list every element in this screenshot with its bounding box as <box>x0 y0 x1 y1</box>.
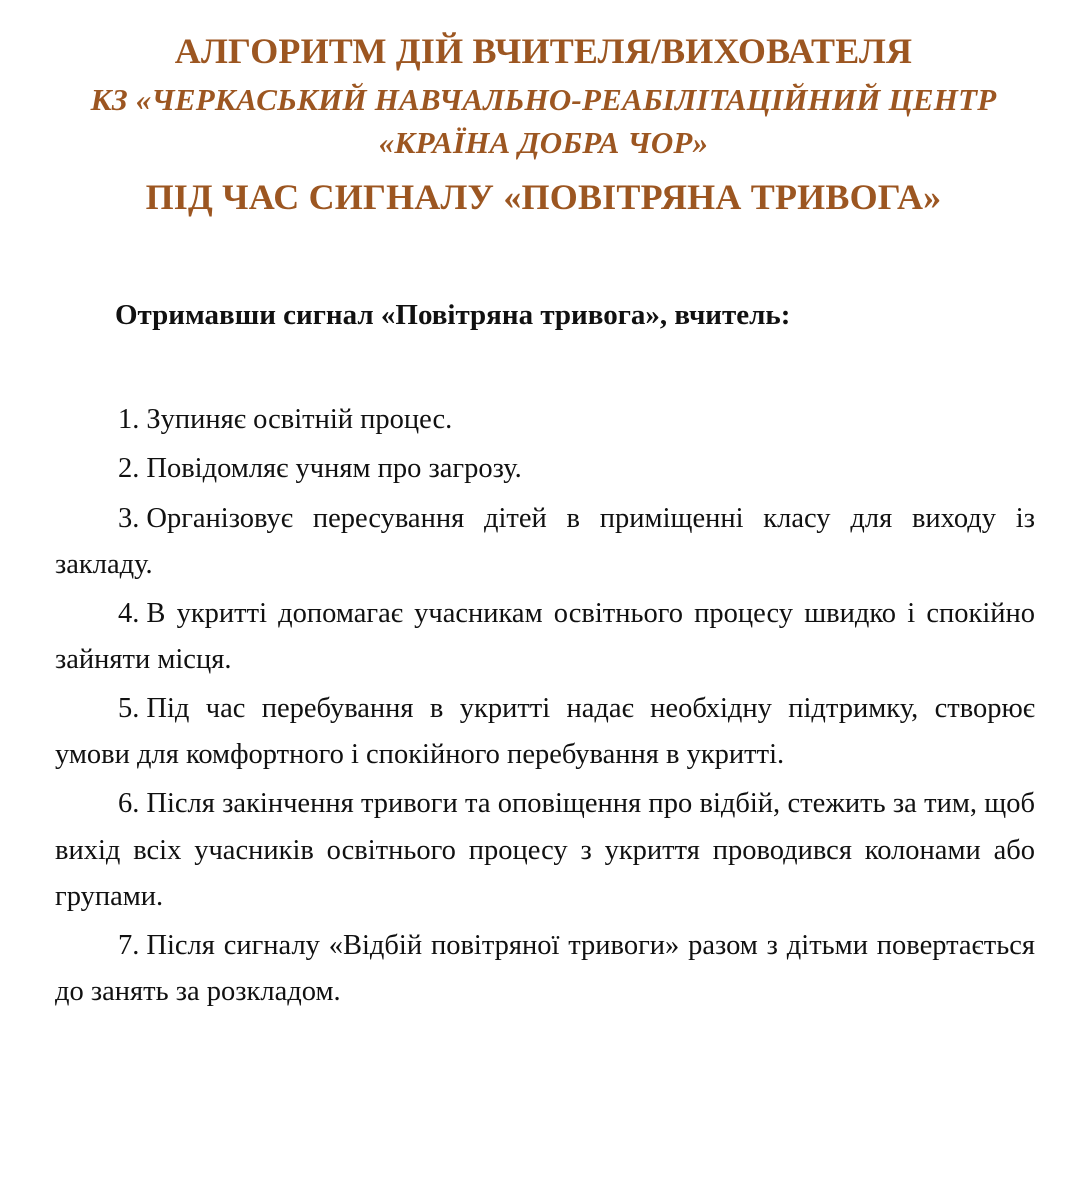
list-item-number: 2. <box>118 453 140 485</box>
list-item-number: 3. <box>118 502 140 534</box>
list-item-number: 5. <box>118 693 140 725</box>
heading-line-3: «КРАЇНА ДОБРА ЧОР» <box>378 125 709 161</box>
list-item-text: В укритті допомагає учасникам освітнього процесу швидко і спокійно зайняти місця. <box>55 597 1035 676</box>
action-steps-list <box>0 397 1087 1015</box>
list-item <box>0 446 1087 492</box>
list-item-text: Після закінчення тривоги та оповіщення про відбій, стежить за тим, щоб вихід всіх учасників освітнього процесу з укриття проводився колонами або групами. <box>55 788 1035 912</box>
list-item-number: 6. <box>118 788 140 820</box>
list-item <box>0 686 1087 778</box>
list-item <box>0 591 1087 683</box>
heading-line-4: ПІД ЧАС СИГНАЛУ «ПОВІТРЯНА ТРИВОГА» <box>145 176 942 217</box>
heading-line-1: АЛГОРИТМ ДІЙ ВЧИТЕЛЯ/ВИХОВАТЕЛЯ <box>174 31 913 71</box>
list-item-text: Повідомляє учням про загрозу. <box>146 453 522 485</box>
list-item-number: 7. <box>118 929 140 961</box>
list-item <box>0 781 1087 919</box>
list-item-number: 4. <box>118 597 140 629</box>
list-item-number: 1. <box>118 404 140 436</box>
heading-line-2: КЗ «ЧЕРКАСЬКИЙ НАВЧАЛЬНО-РЕАБІЛІТАЦІЙНИЙ ЦЕНТР <box>90 82 997 118</box>
list-item-text: Після сигналу «Відбій повітряної тривоги» разом з дітьми повертається до занять за розкладом. <box>55 929 1035 1008</box>
list-item-text: Зупиняє освітній процес. <box>146 404 453 436</box>
list-item <box>0 397 1087 443</box>
document-heading <box>0 0 1087 218</box>
list-item-text: Організовує пересування дітей в приміщенні класу для виходу із закладу. <box>55 502 1035 580</box>
list-item <box>0 496 1087 588</box>
list-item <box>0 923 1087 1015</box>
intro-paragraph: Отримавши сигнал «Повітряна тривога», вчитель: <box>115 299 791 332</box>
list-item-text: Під час перебування в укритті надає необхідну підтримку, створює умови для комфортного і спокійного перебування в укритті. <box>55 693 1035 771</box>
